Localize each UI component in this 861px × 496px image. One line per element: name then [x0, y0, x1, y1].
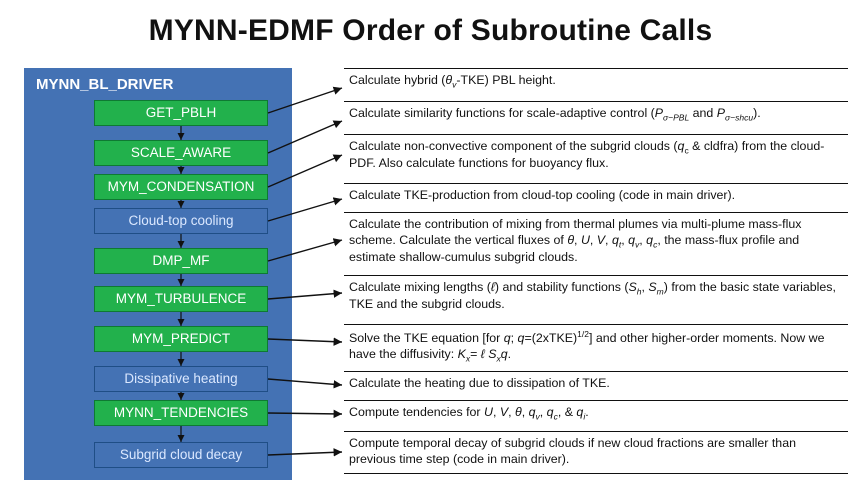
description-dmp-mf: Calculate the contribution of mixing from thermal plumes via multi-plume mass-flux scheme. Calculate the vertical fluxes of θ, U, V, $q_t$, $q_v$, $q_c$, the mass-flux profile and estimate shallow-cumulus subgrid clouds.: [344, 212, 848, 271]
description-cloud-top-cooling: Calculate TKE-production from cloud-top cooling (code in main driver).: [344, 183, 848, 209]
flow-node-dmp-mf[interactable]: DMP_MF: [94, 248, 268, 274]
description-scale-aware: Calculate similarity functions for scale-adaptive control ($P_{\sigma-PBL}$ and $P_{\sigma-shcu}$).: [344, 101, 848, 128]
description-dissipative-heating: Calculate the heating due to dissipation of TKE.: [344, 371, 848, 397]
flow-node-scale-aware[interactable]: SCALE_AWARE: [94, 140, 268, 166]
description-get-pblh: Calculate hybrid $(\theta_v-TKE)$ PBL height.: [344, 68, 848, 95]
driver-label: MYNN_BL_DRIVER: [36, 76, 174, 93]
description-mym-turbulence: Calculate mixing lengths (ℓ) and stability functions ($S_h$, $S_m$) from the basic state variables, TKE and the subgrid clouds.: [344, 275, 848, 318]
description-mym-predict: Solve the TKE equation [for q; q=(2xTKE)$^{1/2}$] and other higher-order moments. Now we have the diffusivity: $K_x=$ ℓ $S_xq$.: [344, 324, 848, 369]
flow-node-mynn-tendencies[interactable]: MYNN_TENDENCIES: [94, 400, 268, 426]
flow-node-dissipative-heating[interactable]: Dissipative heating: [94, 366, 268, 392]
flow-node-get-pblh[interactable]: GET_PBLH: [94, 100, 268, 126]
flow-node-subgrid-cloud-decay[interactable]: Subgrid cloud decay: [94, 442, 268, 468]
description-mym-condensation: Calculate non-convective component of the subgrid clouds ($q_c$ & cldfra) from the cloud-PDF. Also calculate functions for buoyancy flux.: [344, 134, 848, 177]
flow-node-mym-turbulence[interactable]: MYM_TURBULENCE: [94, 286, 268, 312]
flow-node-cloud-top-cooling[interactable]: Cloud-top cooling: [94, 208, 268, 234]
flow-node-mym-predict[interactable]: MYM_PREDICT: [94, 326, 268, 352]
description-subgrid-cloud-decay: Compute temporal decay of subgrid clouds if new cloud fractions are smaller than previous time step (code in main driver).: [344, 431, 848, 474]
description-mynn-tendencies: Compute tendencies for U, V, θ, $q_v$, $q_c$, & $q_i$.: [344, 400, 848, 427]
page-title: MYNN-EDMF Order of Subroutine Calls: [148, 14, 713, 47]
flow-node-mym-condensation[interactable]: MYM_CONDENSATION: [94, 174, 268, 200]
